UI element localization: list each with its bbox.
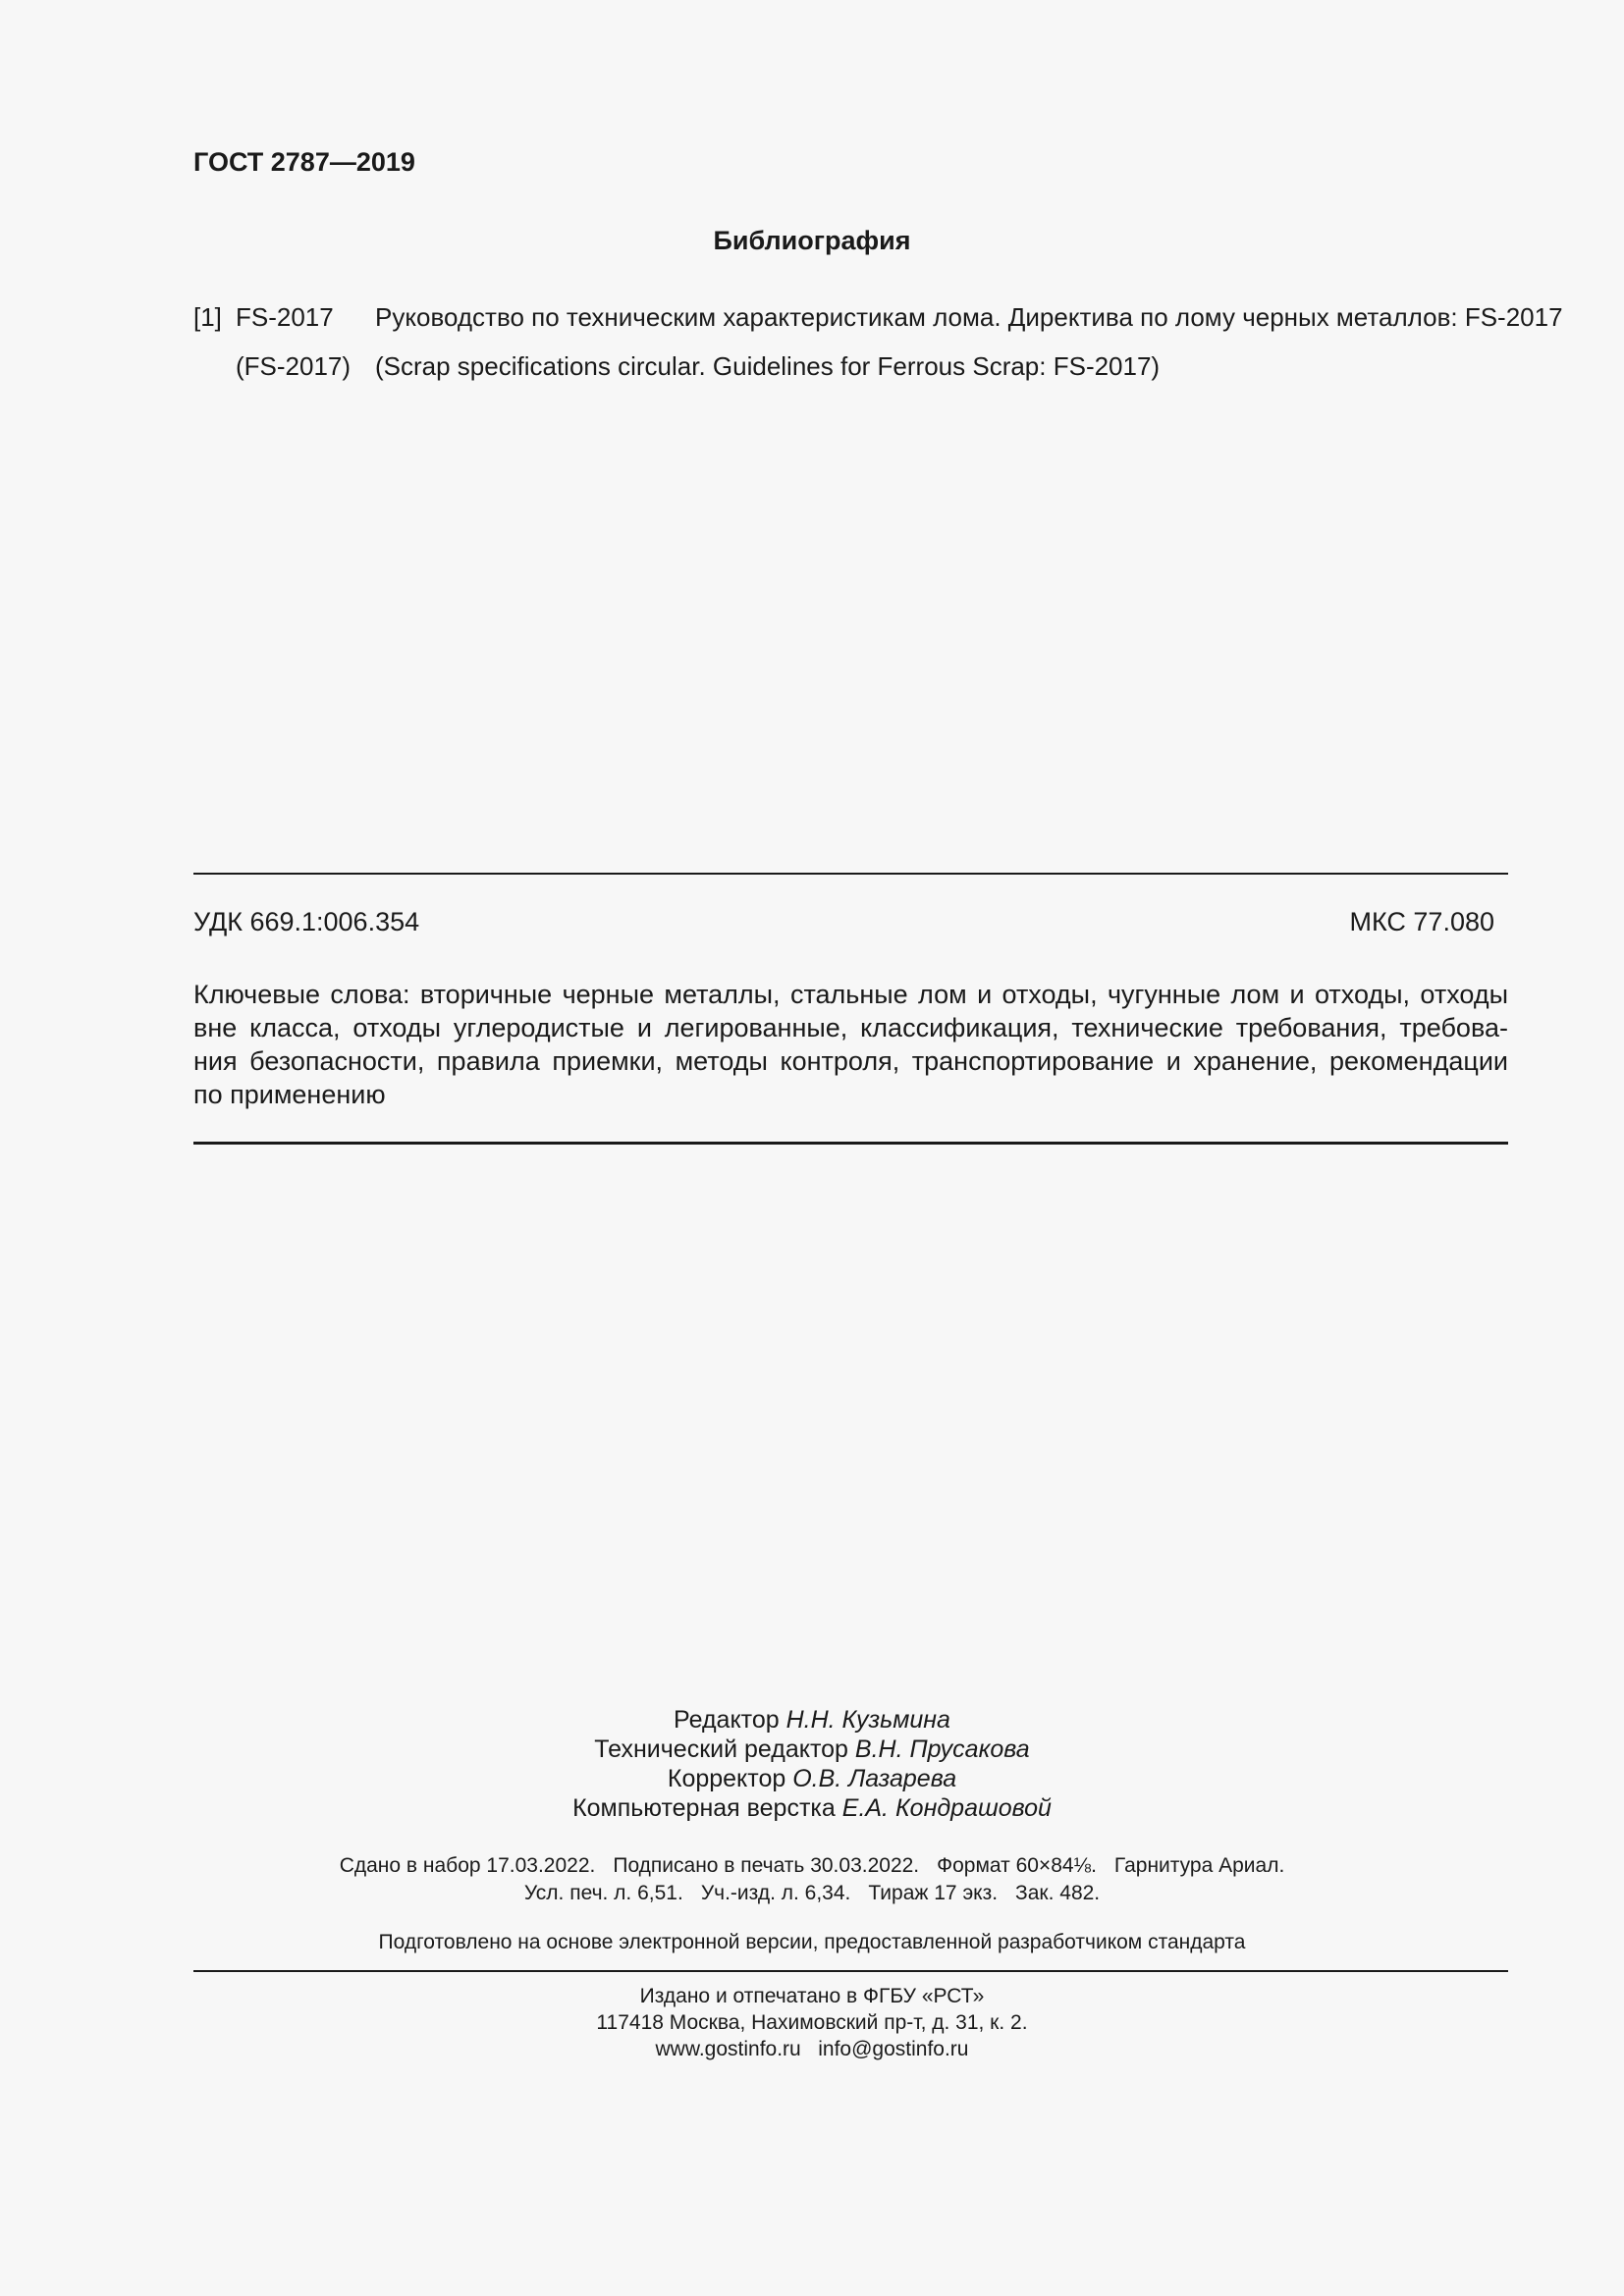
publisher-address: 117418 Москва, Нахимовский пр-т, д. 31, к. 2.	[596, 2011, 1028, 2034]
bib-entry-code-en: (FS-2017)	[236, 351, 352, 381]
divider-top	[193, 873, 1508, 875]
staff-role: Редактор	[674, 1706, 780, 1734]
keywords-line: Ключевые слова: вторичные черные металлы, стальные лом и отходы, чугунные лом и отходы, отходы	[193, 980, 1508, 1009]
staff-credits	[0, 1705, 1624, 1823]
staff-name: В.Н. Прусакова	[854, 1735, 1030, 1763]
publisher-website-link[interactable]: www.gostinfo.ru	[655, 2038, 801, 2060]
staff-role: Компьютерная верстка	[572, 1794, 836, 1822]
imprint-item: Сдано в набор 17.03.2022.	[339, 1854, 596, 1877]
imprint-item: Зак. 482.	[1015, 1882, 1101, 1904]
staff-name: Е.А. Кондрашовой	[841, 1794, 1052, 1822]
imprint-item: Гарнитура Ариал.	[1113, 1854, 1285, 1877]
publisher-line-1: Издано и отпечатано в ФГБУ «РСТ»	[639, 1985, 985, 2007]
staff-line	[0, 1793, 1624, 1823]
staff-line	[0, 1705, 1624, 1735]
bib-entry-text-en: (Scrap specifications circular. Guidelines for Ferrous Scrap: FS-2017)	[375, 351, 1161, 381]
staff-role: Технический редактор	[594, 1735, 848, 1763]
imprint-item: Тираж 17 экз.	[868, 1882, 999, 1904]
divider-middle	[193, 1142, 1508, 1145]
mks-code: МКС 77.080	[1349, 907, 1494, 936]
document-code: ГОСТ 2787—2019	[193, 147, 415, 177]
keywords-paragraph	[193, 978, 1508, 1111]
keywords-line: ния безопасности, правила приемки, методы контроля, транспортирование и хранение, рекомендации	[193, 1046, 1508, 1076]
staff-line	[0, 1735, 1624, 1764]
keywords-line: вне класса, отходы углеродистые и легированные, классификация, технические требования, требова-	[193, 1013, 1508, 1042]
keywords-line: по применению	[193, 1080, 386, 1109]
imprint-item: Подписано в печать 30.03.2022.	[613, 1854, 920, 1877]
publisher-email-link[interactable]: info@gostinfo.ru	[818, 2038, 969, 2060]
bib-entry-code: FS-2017	[236, 302, 334, 332]
imprint-item: Усл. печ. л. 6,51.	[523, 1882, 683, 1904]
udk-code: УДК 669.1:006.354	[193, 907, 420, 936]
print-imprint	[0, 1852, 1624, 1907]
staff-line	[0, 1764, 1624, 1793]
publisher-info	[0, 1983, 1624, 2062]
publisher-contacts	[0, 2036, 1624, 2062]
bib-entry-text: Руководство по техническим характеристикам лома. Директива по лому черных металлов: FS-2017	[375, 302, 1563, 332]
imprint-item: Уч.-изд. л. 6,34.	[700, 1882, 851, 1904]
bibliography-title: Библиография	[713, 226, 911, 255]
bib-entry-number: [1]	[193, 302, 222, 332]
staff-name: О.В. Лазарева	[792, 1765, 957, 1792]
staff-role: Корректор	[667, 1765, 786, 1792]
staff-name: Н.Н. Кузьмина	[785, 1706, 950, 1734]
imprint-line-2	[0, 1880, 1624, 1907]
imprint-item: Формат 60×84⅛.	[937, 1854, 1097, 1877]
prepared-note: Подготовлено на основе электронной версии, предоставленной разработчиком стандарта	[378, 1931, 1246, 1953]
divider-bottom	[193, 1970, 1508, 1972]
imprint-line-1	[0, 1852, 1624, 1880]
